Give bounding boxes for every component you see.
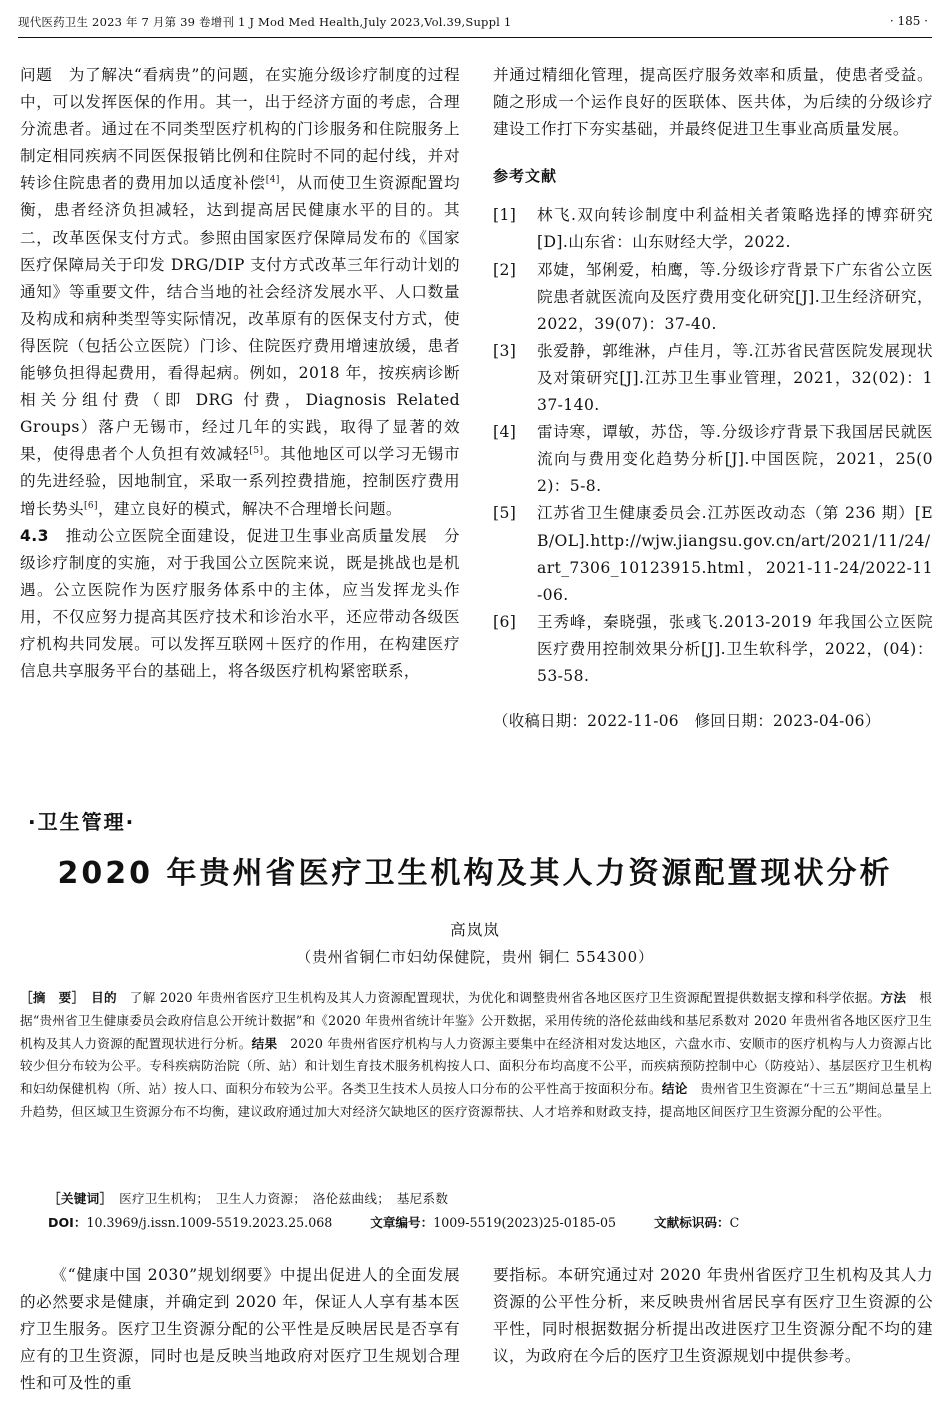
- keywords-label: ［关键词］: [48, 1191, 107, 1206]
- reference-item: [3] 张爱静，郭维淋，卢佳月，等.江苏省民营医院发展现状及对策研究[J].江苏卫生事业管理，2021，32(02)：137-140.: [493, 341, 933, 415]
- reference-item: [5] 江苏省卫生健康委员会.江苏医改动态（第 236 期）[EB/OL].http://wjw.jiangsu.gov.cn/art/2021/11/24/art_7306_10123915.html，2021-11-24/2022-11-06.: [493, 504, 933, 604]
- author-name: 高岚岚: [450, 921, 500, 939]
- article-number: 1009-5519(2023)25-0185-05: [433, 1215, 617, 1230]
- section-number: 4.3: [20, 526, 49, 545]
- left-column-intro: [20, 1262, 460, 1397]
- abstract: ［摘 要］ 目的 了解 2020 年贵州省医疗卫生机构及其人力资源配置现状，为优化和调整贵州省各地区医疗卫生资源配置提供数据支撑和科学依据。方法 根据“贵州省卫生健康委员会政府信息公开统计数据”和《2020 年贵州省统计年鉴》公开数据，采用传统的洛伦兹曲线和基尼系数对 2020 年贵州省各地区医疗卫生机构及其人力资源的配置现状进行分析。结果 2020 年贵州省医疗机构与人力资源主要集中在经济相对发达地区，六盘水市、安顺市的医疗机构与人力资源占比较少但分布较为公平。专科疾病防治院（所、站）和计划生育技术服务机构按人口、面积分布均高度不公平，而疾病预防控制中心（防疫站）、基层医疗卫生机构和妇幼保健机构（所、站）按人口、面积分布较为公平。各类卫生技术人员按人口分布的公平性高于按面积分布。结论 贵州省卫生资源在“十三五”期间总量呈上升趋势，但区域卫生资源分布不均衡，建议政府通过加大对经济欠缺地区的医疗资源帮扶、人才培养和财政支持，提高地区间医疗卫生资源分配的公平性。: [20, 990, 933, 1119]
- document-code: C: [729, 1215, 740, 1230]
- citation-marker: [5]: [249, 446, 264, 457]
- citation-marker: [6]: [83, 500, 98, 511]
- paragraph: 问题 为了解决“看病贵”的问题，在实施分级诊疗制度的过程中，可以发挥医保的作用。其一，出于经济方面的考虑，合理分流患者。通过在不同类型医疗机构的门诊服务和住院服务上制定相同疾病不同医保报销比例和住院时不同的起付线，并对转诊住院患者的费用加以适度补偿[4]，从而使卫生资源配置均衡，患者经济负担减轻，达到提高居民健康水平的目的。其二，改革医保支付方式。参照由国家医疗保障局发布的《国家医疗保障局关于印发 DRG/DIP 支付方式改革三年行动计划的通知》等重要文件，结合当地的社会经济发展水平、人口数量及构成和病种类型等实际情况，改革原有的医保支付方式，使得医院（包括公立医院）门诊、住院医疗费用增速放缓，患者能够负担得起费用，看得起病。例如，2018 年，按疾病诊断相关分组付费（即 DRG 付费，Diagnosis Related Groups）落户无锡市，经过几年的实践，取得了显著的效果，使得患者个人负担有效减轻[5]。其他地区可以学习无锡市的先进经验，因地制宜，采取一系列控费措施，控制医疗费用增长势头[6]，建立良好的模式，解决不合理增长问题。: [20, 66, 460, 518]
- references-heading: 参考文献: [493, 167, 558, 186]
- citation-marker: [4]: [265, 175, 280, 186]
- right-column-continuation: [493, 62, 933, 735]
- keywords: ［关键词］ 医疗卫生机构； 卫生人力资源； 洛伦兹曲线； 基尼系数: [48, 1191, 449, 1206]
- left-column-continuation: [20, 62, 460, 685]
- reference-item: [4] 雷诗寒，谭敏，苏岱，等.分级诊疗背景下我国居民就医流向与费用变化趋势分析[J].中国医院，2021，25(02)：5-8.: [493, 423, 933, 496]
- paragraph: 要指标。本研究通过对 2020 年贵州省医疗卫生机构及其人力资源的公平性分析，来反映贵州省居民享有医疗卫生资源的公平性，同时根据数据分析提出改进医疗卫生资源分配不均的建议，为政府在今后的医疗卫生资源规划中提供参考。: [493, 1266, 933, 1366]
- running-header-page-number: · 185 ·: [889, 14, 928, 28]
- paragraph: 《“健康中国 2030”规划纲要》中提出促进人的全面发展的必然要求是健康，并确定到 2020 年，保证人人享有基本医疗卫生服务。医疗卫生资源分配的公平性是反映居民是否享有应有的卫生资源，同时也是反映当地政府对医疗卫生规划合理性和可及性的重: [20, 1266, 460, 1393]
- article-identifiers: DOI：10.3969/j.issn.1009-5519.2023.25.068 文章编号：1009-5519(2023)25-0185-05 文献标识码：C: [48, 1215, 740, 1230]
- doi-value: 10.3969/j.issn.1009-5519.2023.25.068: [86, 1215, 333, 1230]
- received-revised-dates: （收稿日期：2022-11-06 修回日期：2023-04-06）: [493, 712, 881, 731]
- column-label: ·卫生管理·: [28, 810, 136, 834]
- author-affiliation: （贵州省铜仁市妇幼保健院，贵州 铜仁 554300）: [296, 948, 654, 966]
- running-header-journal: 现代医药卫生 2023 年 7 月第 39 卷增刊 1 J Mod Med Health,July 2023,Vol.39,Suppl 1: [18, 15, 512, 29]
- paragraph: 并通过精细化管理，提高医疗服务效率和质量，使患者受益。随之形成一个运作良好的医联体、医共体，为后续的分级诊疗建设工作打下夯实基础，并最终促进卫生事业高质量发展。: [493, 66, 933, 139]
- article-title: 2020 年贵州省医疗卫生机构及其人力资源配置现状分析: [57, 856, 893, 891]
- abstract-label: ［摘 要］: [20, 990, 79, 1005]
- reference-item: [2] 邓婕，邹俐爱，柏鹰，等.分级诊疗背景下广东省公立医院患者就医流向及医疗费用变化研究[J].卫生经济研究，2022，39(07)：37-40.: [493, 260, 933, 333]
- reference-item: [1] 林飞.双向转诊制度中利益相关者策略选择的博弈研究[D].山东省：山东财经大学，2022.: [493, 206, 933, 252]
- right-column-intro: [493, 1262, 933, 1370]
- section-4-3: 4.3 推动公立医院全面建设，促进卫生事业高质量发展 分级诊疗制度的实施，对于我国公立医院来说，既是挑战也是机遇。公立医院作为医疗服务体系中的主体，应当发挥龙头作用，不仅应努力提高其医疗技术和诊治水平，还应带动各级医疗机构共同发展。可以发挥互联网＋医疗的作用，在构建医疗信息共享服务平台的基础上，将各级医疗机构紧密联系，: [20, 526, 460, 681]
- header-divider: [18, 37, 932, 38]
- reference-list: [493, 202, 933, 690]
- reference-item: [6] 王秀峰，秦晓强，张彧飞.2013-2019 年我国公立医院医疗费用控制效果分析[J].卫生软科学，2022，(04)：53-58.: [493, 612, 933, 685]
